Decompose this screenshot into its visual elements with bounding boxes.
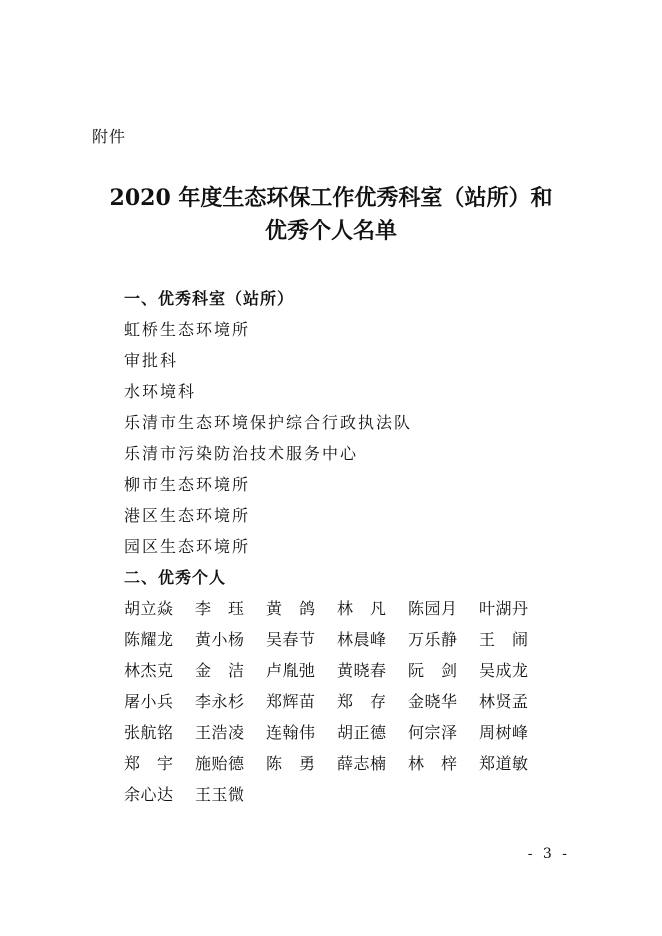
unit-item: 乐清市污染防治技术服务中心 xyxy=(124,444,359,463)
individual-name: 林 凡 xyxy=(337,599,387,618)
unit-item: 水环境科 xyxy=(124,382,197,401)
individual-name: 陈 勇 xyxy=(266,754,316,773)
individual-name: 黄小杨 xyxy=(195,630,245,649)
individual-name: 李永杉 xyxy=(195,692,245,711)
individual-name: 施贻德 xyxy=(195,754,245,773)
individual-name-row xyxy=(124,655,564,686)
attachment-label: 附件 xyxy=(92,127,127,146)
individual-name: 周树峰 xyxy=(479,723,529,742)
unit-item: 审批科 xyxy=(124,351,179,370)
individual-name: 王 闹 xyxy=(479,630,529,649)
individual-name: 何宗泽 xyxy=(408,723,458,742)
individual-name: 金晓华 xyxy=(408,692,458,711)
unit-item: 园区生态环境所 xyxy=(124,537,251,556)
individual-name: 连翰伟 xyxy=(266,723,316,742)
individual-name: 金 洁 xyxy=(195,661,245,680)
page-number: - 3 - xyxy=(527,846,570,862)
individual-name: 陈园月 xyxy=(408,599,458,618)
individual-name: 余心达 xyxy=(124,785,174,804)
individual-name: 林 梓 xyxy=(408,754,458,773)
document-title-line-1: 2020 年度生态环保工作优秀科室（站所）和 xyxy=(109,185,553,211)
individual-name: 黄晓春 xyxy=(337,661,387,680)
individual-name: 王浩凌 xyxy=(195,723,245,742)
individual-name: 万乐静 xyxy=(408,630,458,649)
individual-name-grid xyxy=(124,593,564,810)
individual-name: 阮 剑 xyxy=(408,661,458,680)
individual-name: 郑 宇 xyxy=(124,754,174,773)
document-title-line-2: 优秀个人名单 xyxy=(264,218,397,244)
individual-name: 郑道敏 xyxy=(479,754,529,773)
individual-name: 郑辉苗 xyxy=(266,692,316,711)
unit-list xyxy=(124,314,412,562)
unit-item: 乐清市生态环境保护综合行政执法队 xyxy=(124,413,413,432)
individual-name: 屠小兵 xyxy=(124,692,174,711)
individual-name: 林杰克 xyxy=(124,661,174,680)
individual-name: 林晨峰 xyxy=(337,630,387,649)
individual-name-row xyxy=(124,717,564,748)
individual-name: 林贤孟 xyxy=(479,692,529,711)
individual-name-row xyxy=(124,779,564,810)
individual-name-row xyxy=(124,748,564,779)
individual-name: 卢胤弛 xyxy=(266,661,316,680)
individual-name: 李 珏 xyxy=(195,599,245,618)
unit-item: 柳市生态环境所 xyxy=(124,475,251,494)
individual-name: 薛志楠 xyxy=(337,754,387,773)
individual-name: 叶湖丹 xyxy=(479,599,529,618)
individual-name: 胡正德 xyxy=(337,723,387,742)
individual-name: 吴成龙 xyxy=(479,661,529,680)
individual-name-row xyxy=(124,686,564,717)
individual-name-row xyxy=(124,624,564,655)
individual-name: 王玉微 xyxy=(195,785,245,804)
individual-name-row xyxy=(124,593,564,624)
unit-item: 港区生态环境所 xyxy=(124,506,251,525)
section-heading-units: 一、优秀科室（站所） xyxy=(124,289,295,308)
individual-name: 张航铭 xyxy=(124,723,174,742)
individual-name: 郑 存 xyxy=(337,692,387,711)
individual-name: 黄 鸽 xyxy=(266,599,316,618)
individual-name: 陈耀龙 xyxy=(124,630,174,649)
individual-name: 吴春节 xyxy=(266,630,316,649)
individual-name: 胡立焱 xyxy=(124,599,174,618)
unit-item: 虹桥生态环境所 xyxy=(124,320,251,339)
section-heading-individuals: 二、优秀个人 xyxy=(124,568,227,587)
